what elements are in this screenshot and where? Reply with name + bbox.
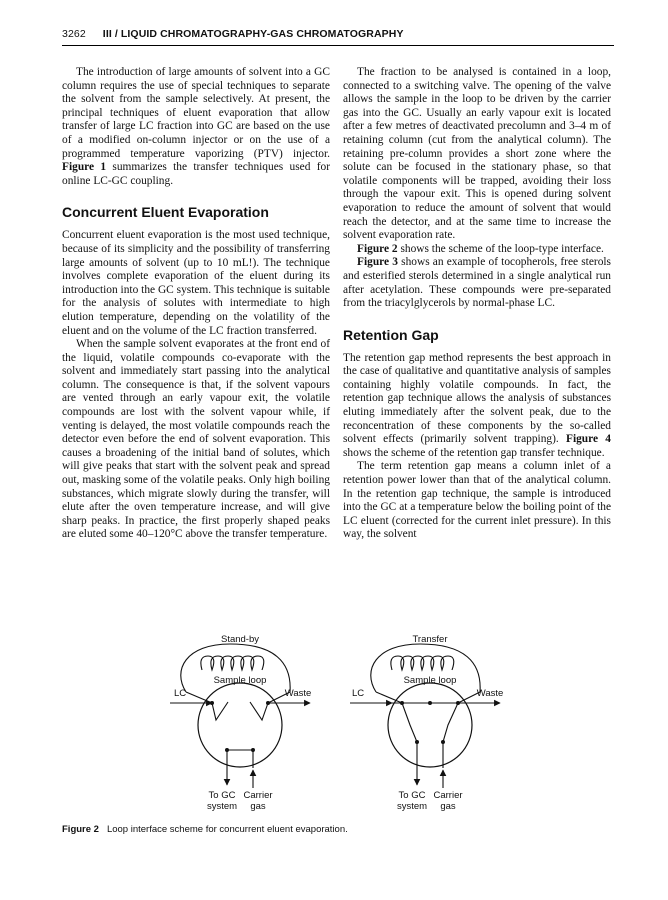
transfer-title: Transfer (412, 634, 448, 645)
page-number: 3262 (62, 28, 86, 40)
left-column (62, 66, 330, 542)
caption-label: Figure 2 (62, 824, 99, 835)
figure-3-ref: Figure 3 (357, 256, 398, 269)
transfer-gc-label-2: system (396, 801, 428, 812)
paragraph: The term retention gap means a column inlet of a retention power lower than that of the analytical column. In the retention gap technique, the sample is introduced into the GC at a temperature below the boiling point of the LC eluent (corrected for the current inlet pressure). In this way, the solvent (343, 460, 611, 541)
caption-text: Loop interface scheme for concurrent eluent evaporation. (106, 824, 348, 835)
transfer-carrier-label-2: gas (440, 801, 456, 812)
standby-title: Stand-by (220, 634, 260, 645)
paragraph: The retention gap method represents the best approach in the case of qualitative and quantitative analysis of samples containing highly volatile compounds. In fact, the retention gap technique allows the analysis of substances eluting immediately after the solvent peak, due to the reconcentration of these components by the so-called solvent effects (primarily solvent trapping). Figure 4 shows the scheme of the retention gap transfer technique. (343, 351, 611, 459)
transfer-lc-label: LC (352, 688, 365, 699)
valve-channel (250, 702, 268, 720)
intro-paragraph: The introduction of large amounts of solvent into a GC column requires the use of special techniques to separate the solvent from the sample selectively. At present, the principal techniques of eluent evaporation that allow transfer of large LC fraction into GC are based on the use of a modified on-column injector or on the use of a programmed temperature vaporizing (PTV) injector. Figure 1 summarizes the transfer techniques used for online LC-GC coupling. (62, 66, 330, 187)
section-heading-concurrent: Concurrent Eluent Evaporation (62, 204, 269, 221)
paragraph: When the sample solvent evaporates at the front end of the liquid, volatile compounds co-evaporate with the solvent and immediately start passing into the analytical column. The consequence is that, if the solvent vapours are vented through an early vapour exit, the volatile compounds are lost with the solvent vapour while, if venting is delayed, the most volatile compounds reach the detector even before the end of solvent evaporation. This causes a broadening of the initial band of solutes, which will give peaks that start with the solvent peak and spread out, masking some of the volatile peaks. Only high boiling substances, which migrate slowly during the transfer, will elute after the oven temperature increase, and will give sharp peaks. In practice, the first properly shaped peaks are eluted some 40–120°C above the transfer temperature. (62, 338, 330, 541)
standby-loop-label: Sample loop (213, 675, 267, 686)
valve-body (198, 683, 282, 767)
transfer-panel (350, 634, 503, 812)
loop-coil (201, 656, 264, 670)
standby-carrier-label-2: gas (250, 801, 266, 812)
right-column (343, 66, 611, 542)
transfer-carrier-label-1: Carrier (433, 790, 463, 801)
figure-caption (62, 824, 614, 835)
valve-channel (212, 702, 228, 720)
valve-channel (227, 750, 253, 768)
transfer-gc-label-1: To GC (398, 790, 426, 801)
paragraph: Concurrent eluent evaporation is the most used technique, because of its simplicity and the possibility of transferring large amounts of solvent (up to 10 mL!). The technique involves complete evaporation of the eluent during its introduction into the GC system. This technique is suitable for the analysis of solutes with intermediate to high elution temperature, depending on the volatility of the eluent and on the volume of the LC fraction transferred. (62, 229, 330, 337)
running-title: III / LIQUID CHROMATOGRAPHY-GAS CHROMATOGRAPHY (102, 28, 404, 40)
figure-2-ref: Figure 2 (357, 242, 398, 255)
valve-body (388, 683, 472, 767)
standby-carrier-label-1: Carrier (243, 790, 273, 801)
loop-coil (391, 656, 454, 670)
standby-panel (170, 634, 311, 812)
header-rule (62, 45, 614, 46)
running-header (62, 28, 614, 46)
section-heading-retention-gap: Retention Gap (343, 326, 439, 343)
standby-gc-label-2: system (206, 801, 238, 812)
paragraph: Figure 2 shows the scheme of the loop-type interface. (357, 242, 604, 255)
figure-4-ref: Figure 4 (565, 433, 611, 446)
paragraph: The fraction to be analysed is contained in a loop, connected to a switching valve. The opening of the valve allows the sample in the loop to be driven by the carrier gas into the GC. Usually an early vapour exit is located after a few metres of deactivated precolumn and 3–4 m of retaining column (cut from the analytical column). The retaining pre-column provides a short zone where the solute can be focused in the stationary phase, so that volatile components will be trapped, avoiding their loss through the vapour exit. This is opened during solvent evaporation to reduce the amount of solvent that would reach the detector, and at the same time to increase the solvent evaporation rate. (343, 66, 611, 242)
standby-waste-label: Waste (284, 688, 312, 699)
standby-gc-label-1: To GC (208, 790, 236, 801)
figure-1-ref: Figure 1 (62, 161, 107, 174)
loop-interface-svg (150, 630, 530, 820)
transfer-loop-label: Sample loop (403, 675, 457, 686)
paragraph: Figure 3 shows an example of tocopherols, free sterols and esterified sterols determined in a single analytical run after acetylation. These compounds were pre-separated from the triacylglycerols by normal-phase LC. (343, 256, 611, 310)
standby-lc-label: LC (174, 688, 187, 699)
figure-2-diagram (150, 630, 530, 820)
transfer-waste-label: Waste (476, 688, 504, 699)
